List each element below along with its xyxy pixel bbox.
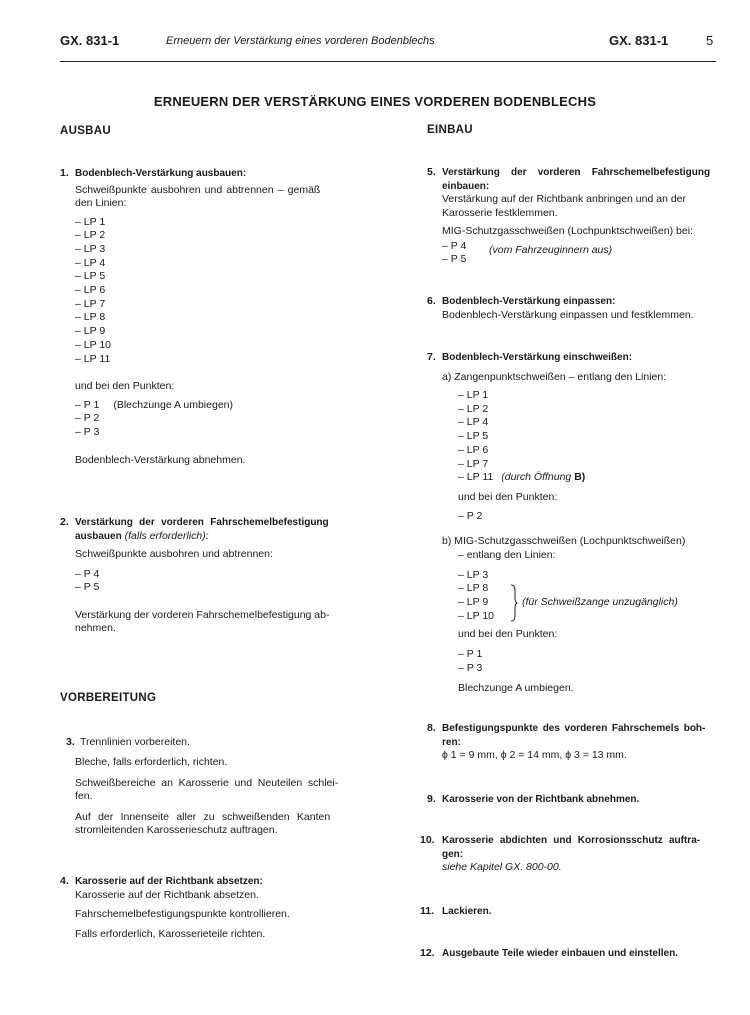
page-number: 5 bbox=[706, 33, 714, 48]
list-item: – P 3 bbox=[75, 426, 100, 439]
step-number: 11. bbox=[420, 905, 435, 917]
list-item: – LP 7 bbox=[458, 457, 489, 470]
step-number: 3. bbox=[66, 736, 75, 748]
point-list bbox=[75, 568, 351, 595]
header-title: Erneuern der Verstärkung eines vorderen Bodenblechs bbox=[166, 35, 435, 47]
step-number: 6. bbox=[427, 295, 436, 307]
list-item: – LP 7 bbox=[75, 297, 106, 310]
step-title: Bodenblech-Verstärkung ausbauen: bbox=[75, 168, 247, 179]
brace-icon bbox=[508, 584, 518, 622]
step-title: Verstärkung der vorderen Fahrschemelbefestigung bbox=[75, 517, 329, 528]
step-title: Karosserie auf der Richtbank absetzen: bbox=[75, 876, 263, 887]
list-item: – P 4 bbox=[75, 567, 100, 580]
step-substep: b) MIG-Schutzgasschweißen (Lochpunktschweißen) bbox=[442, 535, 686, 547]
list-item: – LP 8 bbox=[458, 582, 489, 595]
list-item: – LP 11 bbox=[75, 352, 111, 365]
step-text: fen. bbox=[75, 790, 93, 802]
step-title: ren: bbox=[442, 736, 461, 748]
list-item: – LP 3 bbox=[75, 242, 106, 255]
step-text: MIG-Schutzgasschweißen (Lochpunktschweißen) bei: bbox=[442, 225, 693, 237]
list-item: – P 5 bbox=[75, 581, 100, 594]
point-list bbox=[75, 399, 351, 440]
step-number: 5. bbox=[427, 166, 436, 178]
list-item: – LP 4 bbox=[75, 256, 106, 269]
step-text: Falls erforderlich, Karosserieteile richten. bbox=[75, 927, 266, 940]
step-text: Schweißpunkte ausbohren und abtrennen – gemäß bbox=[75, 183, 321, 196]
step-substep: a) Zangenpunktschweißen – entlang den Linien: bbox=[442, 370, 667, 383]
step-text: Verstärkung auf der Richtbank anbringen und an der bbox=[442, 193, 686, 205]
step-text: Verstärkung der vorderen Fahrschemelbefestigung ab- bbox=[75, 608, 330, 621]
step-title: Lackieren. bbox=[442, 906, 492, 917]
step-title: ausbauen bbox=[75, 530, 122, 542]
line-note-label: B) bbox=[574, 471, 586, 484]
list-item: – LP 2 bbox=[458, 402, 489, 415]
step-title: Ausgebaute Teile wieder einbauen und einstellen. bbox=[442, 948, 678, 959]
point-note: (Blechzunge A umbiegen) bbox=[113, 398, 233, 411]
step-title: Bodenblech-Verstärkung einschweißen: bbox=[442, 352, 633, 363]
list-item: – LP 2 bbox=[75, 229, 106, 242]
list-item: – LP 5 bbox=[458, 430, 489, 443]
list-item: – LP 1 bbox=[458, 389, 489, 401]
step-number: 7. bbox=[427, 351, 436, 363]
list-item: – LP 6 bbox=[458, 443, 489, 456]
step-text: Bodenblech-Verstärkung einpassen und festklemmen. bbox=[442, 308, 694, 321]
step-title: Trennlinien vorbereiten. bbox=[80, 736, 190, 748]
step-text: Schweißbereiche an Karosserie und Neuteilen schlei- bbox=[75, 776, 339, 789]
step-text: Karosserie auf der Richtbank absetzen. bbox=[75, 888, 259, 901]
step-text: den Linien: bbox=[75, 197, 127, 209]
list-item: – LP 5 bbox=[75, 270, 106, 283]
step-title: gen: bbox=[442, 848, 464, 860]
list-item: – P 4 bbox=[442, 239, 467, 252]
line-group-note: (für Schweißzange unzugänglich) bbox=[522, 596, 678, 608]
header-divider bbox=[60, 61, 716, 62]
step-text: Auf der Innenseite aller zu schweißenden Kanten bbox=[75, 810, 331, 823]
step-title: Verstärkung der vorderen Fahrschemelbefestigung bbox=[442, 167, 711, 178]
step-text: Karosserie festklemmen. bbox=[442, 206, 558, 219]
list-item: – P 1 (Blechzunge A umbiegen) bbox=[75, 398, 233, 411]
step-text: Fahrschemelbefestigungspunkte kontrollieren. bbox=[75, 908, 290, 920]
step-number: 2. bbox=[60, 516, 69, 528]
step-number: 12. bbox=[420, 947, 435, 959]
list-item: – LP 3 bbox=[458, 568, 489, 581]
list-item: – LP 4 bbox=[458, 416, 489, 429]
step-title: Karosserie abdichten und Korrosionsschutz auftra- bbox=[442, 835, 701, 846]
section-ausbau: AUSBAU bbox=[60, 125, 111, 137]
step-number: 8. bbox=[427, 722, 436, 734]
step-text: stromleitenden Karosserieschutz auftragen. bbox=[75, 824, 278, 836]
line-list bbox=[75, 216, 351, 367]
step-text: – entlang den Linien: bbox=[458, 549, 556, 561]
list-item: – LP 10 bbox=[75, 338, 112, 351]
doc-number-left: GX. 831-1 bbox=[60, 33, 120, 48]
step-title: Bodenblech-Verstärkung einpassen: bbox=[442, 296, 616, 307]
step-title-note: (falls erforderlich): bbox=[124, 529, 209, 542]
step-number: 1. bbox=[60, 167, 69, 179]
list-item: – LP 1 bbox=[75, 215, 106, 228]
step-text: Bodenblech-Verstärkung abnehmen. bbox=[75, 453, 246, 466]
list-item: – LP 11 (durch Öffnung B) bbox=[458, 471, 586, 484]
step-text: und bei den Punkten: bbox=[75, 380, 175, 393]
list-item: – LP 8 bbox=[75, 311, 106, 324]
step-text: nehmen. bbox=[75, 622, 116, 635]
point-note: (vom Fahrzeuginnern aus) bbox=[489, 244, 613, 256]
step-number: 9. bbox=[427, 793, 436, 805]
point-list bbox=[458, 648, 718, 675]
step-number: 10. bbox=[420, 834, 435, 846]
step-text: Blechzunge A umbiegen. bbox=[458, 682, 574, 695]
list-item: – P 1 bbox=[458, 647, 483, 660]
list-item: – LP 9 bbox=[75, 325, 106, 338]
step-title: Karosserie von der Richtbank abnehmen. bbox=[442, 794, 640, 805]
point-list bbox=[458, 510, 718, 524]
step-reference: siehe Kapitel GX. 800-00. bbox=[442, 861, 562, 873]
step-title: Befestigungspunkte des vorderen Fahrschemels boh- bbox=[442, 723, 706, 734]
step-title: einbauen: bbox=[442, 180, 490, 192]
list-item: – P 5 bbox=[442, 253, 467, 266]
step-text: und bei den Punkten: bbox=[458, 628, 558, 641]
doc-number-right: GX. 831-1 bbox=[609, 33, 669, 48]
list-item: – P 2 bbox=[75, 412, 100, 425]
step-text: Bleche, falls erforderlich, richten. bbox=[75, 756, 228, 768]
list-item: – LP 6 bbox=[75, 284, 106, 297]
main-title: ERNEUERN DER VERSTÄRKUNG EINES VORDEREN BODENBLECHS bbox=[153, 94, 597, 109]
list-item: – LP 10 bbox=[458, 609, 495, 622]
step-text: Schweißpunkte ausbohren und abtrennen: bbox=[75, 548, 273, 560]
line-note: (durch Öffnung bbox=[501, 471, 572, 484]
step-text: und bei den Punkten: bbox=[458, 490, 558, 503]
step-text: ϕ 1 = 9 mm, ϕ 2 = 14 mm, ϕ 3 = 13 mm. bbox=[442, 749, 627, 761]
section-einbau: EINBAU bbox=[427, 124, 473, 136]
list-item: – P 3 bbox=[458, 661, 483, 674]
list-item: – LP 9 bbox=[458, 595, 489, 608]
step-number: 4. bbox=[60, 875, 69, 887]
list-item: – P 2 bbox=[458, 510, 483, 523]
section-vorbereitung: VORBEREITUNG bbox=[60, 692, 157, 704]
line-list bbox=[458, 389, 718, 485]
